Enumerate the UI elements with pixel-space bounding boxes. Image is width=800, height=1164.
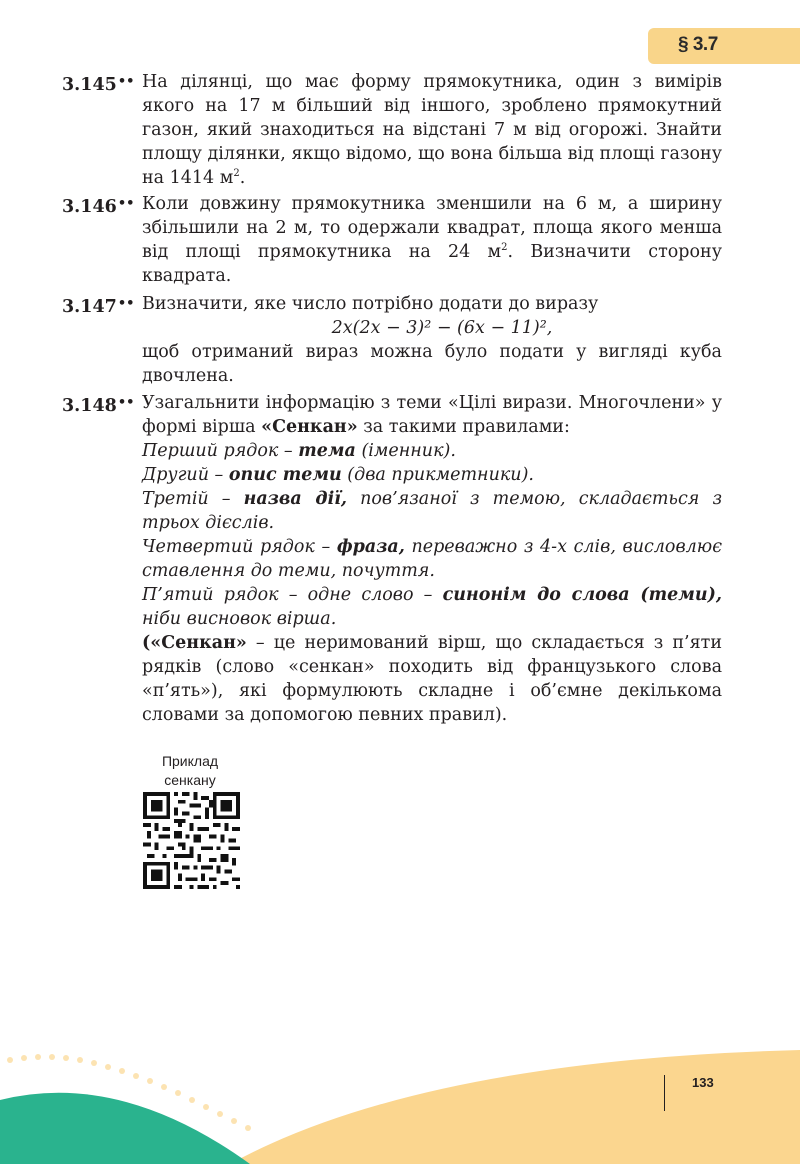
task-text: На ділянці, що має форму прямокутника, один з вимірів якого на 17 м більший від іншого, зроблено прямокутний газон, який знаходиться на відстані 7 м від огорожі. Знайти площу ділянки, якщо відомо, що вона більша від площі газону на 1414 $м^2$. [142,72,722,188]
task-intro: Визначити, яке число потрібно додати до виразу [142,294,599,314]
task-text: Коли довжину прямокутника зменшили на 6 м, а ширину збільшили на 2 м, то одержали квадрат, площа якого менша від площі прямокутника на 24 $м^2$. Визначити сторону квадрата. [142,194,722,286]
task-number: 3.146•• [62,196,135,217]
senkan-note: («Сенкан» – це неримований вірш, що складається з п’яти рядків (слово «сенкан» походить від французького слова «п’ять»), які формулюють складне і об’ємне декількома словами за допомогою певних правил). [142,633,722,725]
task-3-145 [62,70,722,190]
task-number: 3.148•• [62,395,135,416]
task-number: 3.147•• [62,296,135,317]
rule-line-5: П’ятий рядок – одне слово – синонім до слова (теми), ніби висновок вірша. [142,585,722,629]
rule-line-3: Третій – назва дії, пов’язаної з темою, складається з трьох дієслів. [142,489,723,533]
task-number: 3.145•• [62,74,135,95]
task-3-147 [62,292,722,388]
task-formula: 2x(2x − 3)² − (6x − 11)², [331,318,553,338]
qr-label: Приклад сенкану [161,753,219,788]
rule-line-4: Четвертий рядок – фраза, переважно з 4-х слів, висловлює ставлення до теми, почуття. [142,537,722,581]
yellow-wave-shape [230,1050,800,1164]
rule-line-2: Другий – опис теми (два прикметники). [142,465,534,485]
rule-line-1: Перший рядок – тема (іменник). [142,441,456,461]
page-number-divider [664,1075,665,1111]
task-intro: Узагальнити інформацію з теми «Цілі вирази. Многочлени» у формі вірша «Сенкан» за такими правилами: [142,393,722,437]
section-tab [648,28,800,64]
task-outro: щоб отриманий вираз можна було подати у вигляді куба двочлена. [142,342,722,386]
page-number: 133 [692,1075,714,1090]
section-tab-label: § 3.7 [678,34,718,55]
task-3-146 [62,192,722,288]
qr-code-icon[interactable] [143,792,240,889]
green-wave-shape [0,1093,250,1164]
task-3-148 [62,391,722,727]
